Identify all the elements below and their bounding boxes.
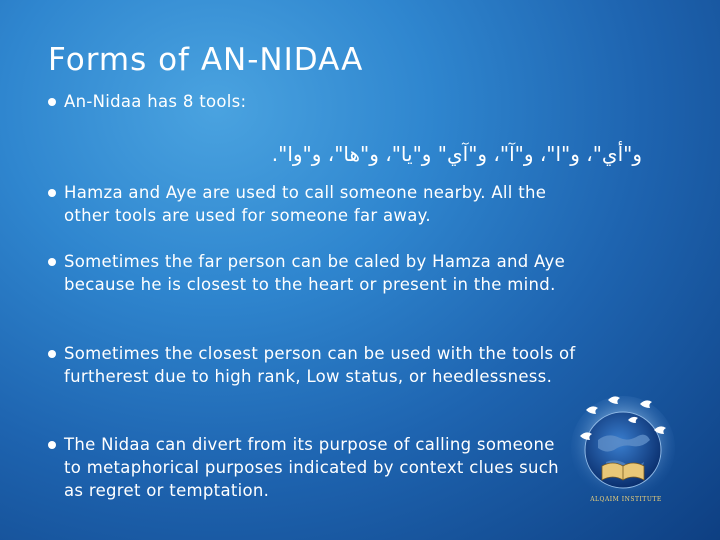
intro-text: An-Nidaa has 8 tools: xyxy=(64,92,247,111)
institute-logo-icon xyxy=(568,370,678,530)
bullet-dot xyxy=(48,189,56,197)
bullet-text-4: The Nidaa can divert from its purpose of calling someone to metaphorical purposes indicated by context clues such as regret or temptation. xyxy=(64,435,559,500)
slide-title: Forms of AN-NIDAA xyxy=(48,42,364,78)
bullet-text-2: Sometimes the far person can be caled by Hamza and Aye because he is closest to the heart or present in the mind. xyxy=(64,252,566,294)
bullet-dot xyxy=(48,441,56,449)
bullet-dot xyxy=(48,350,56,358)
arabic-tools-text: و"أي"، و"ا"، و"آ"، و"آي" و"يا"، و"ها"، و"وا". xyxy=(271,142,642,166)
logo-label: ALQAIM INSTITUTE xyxy=(590,496,662,503)
bullet-dot xyxy=(48,258,56,266)
bullet-text-1: Hamza and Aye are used to call someone nearby. All the other tools are used for someone far away. xyxy=(64,183,547,225)
bullet-text-3: Sometimes the closest person can be used with the tools of furtherest due to high rank, Low status, or heedlessness. xyxy=(64,344,576,386)
bullet-dot xyxy=(48,98,56,106)
